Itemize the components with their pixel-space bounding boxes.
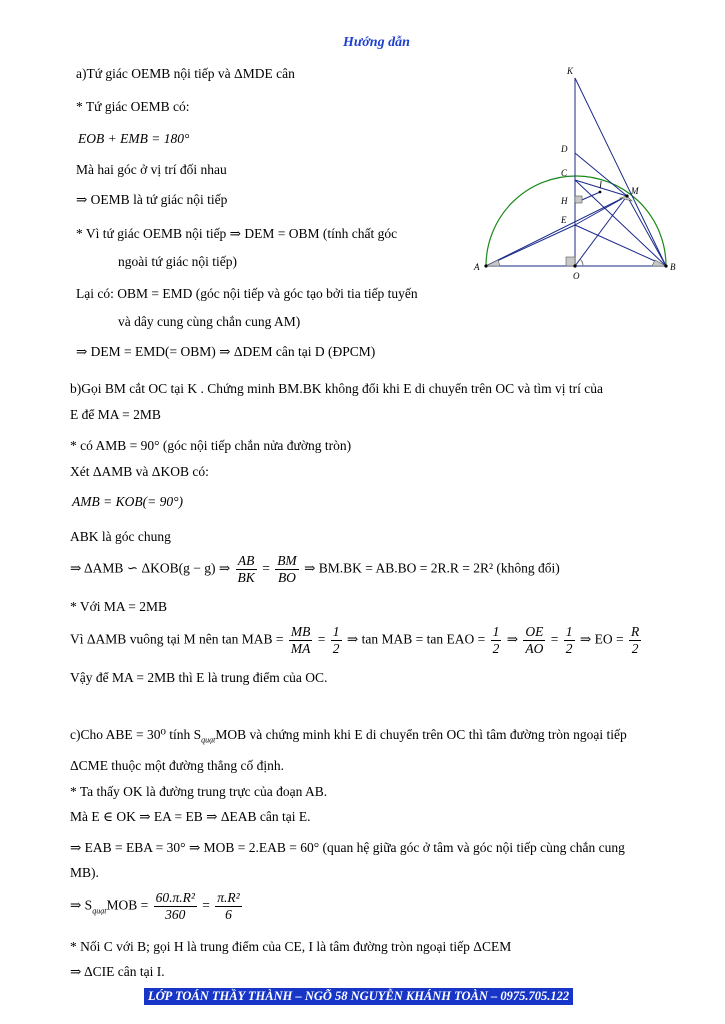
fraction-bm-bo: $\frac{BM}{BO}$ [277, 553, 297, 585]
point-b [664, 264, 667, 267]
part-b-line-7 [70, 553, 560, 586]
part-a-line-7: ngoài tứ giác nội tiếp) [118, 254, 238, 269]
part-a-line-10: ⇒ DEM = EMD(= OBM) ⇒ ΔDEM cân tại D (ĐPCM) [76, 344, 376, 359]
part-c-line-6: MB). [70, 865, 99, 880]
line-om [575, 196, 627, 266]
part-b-line-9-a: Vì ΔAMB vuông tại M nên tan MAB = [70, 631, 284, 647]
label-m: M [631, 186, 639, 196]
line-cb [575, 180, 666, 266]
part-b-line-7-a: ⇒ ΔAMB ∽ ΔKOB(g − g) ⇒ [70, 560, 231, 576]
line-ae [486, 225, 575, 266]
part-b-line-1: b)Gọi BM cắt OC tại K . Chứng minh BM.BK không đổi khi E di chuyển trên OC và tìm vị trí của [70, 381, 604, 396]
part-b-line-10: Vậy để MA = 2MB thì E là trung điểm của OC. [70, 670, 328, 685]
subscript-quat-2: quạt [92, 906, 107, 916]
label-o: O [573, 271, 580, 281]
fraction-pi-r2-6: $\frac{\text{π.R²}}{6}$ [217, 890, 240, 922]
label-b: B [670, 262, 676, 272]
part-b-line-9-c: ⇒ tan MAB = tan EAO = [346, 631, 486, 647]
part-b-line-8: * Với MA = 2MB [70, 599, 168, 614]
part-c-line-7-eq: = [202, 897, 210, 913]
fraction-mb-ma: $\frac{MB}{MA}$ [290, 624, 311, 656]
part-b-line-9-d: ⇒ [506, 631, 519, 647]
part-c-line-2: ΔCME thuộc một đường thẳng cố định. [70, 758, 284, 773]
part-b-line-4: Xét ΔAMB và ΔKOB có: [70, 464, 209, 479]
part-a-line-5: ⇒ OEMB là tứ giác nội tiếp [76, 192, 228, 207]
fraction-one-half-c: $\frac{1}{2}$ [565, 624, 573, 656]
part-c-line-1 [70, 727, 627, 745]
part-c-line-1-b: MOB và chứng minh khi E di chuyển trên OC thì tâm đường tròn ngoại tiếp [215, 727, 627, 742]
point-a [484, 264, 487, 267]
part-a-line-6: * Vì tứ giác OEMB nội tiếp ⇒ DEM = OBM (tính chất góc [76, 226, 398, 241]
fraction-one-half-a: $\frac{1}{2}$ [332, 624, 340, 656]
part-c-line-7-b: MOB = [106, 897, 149, 913]
geometry-figure [470, 60, 685, 285]
part-c-line-7-a: ⇒ S [70, 897, 93, 913]
part-b-line-9-f: ⇒ EO = [579, 631, 624, 647]
fraction-r-2: $\frac{R}{2}$ [630, 624, 640, 656]
label-h: H [561, 196, 568, 206]
part-a-line-1: a)Tứ giác OEMB nội tiếp và ΔMDE cân [76, 66, 295, 81]
part-a-line-2: * Tứ giác OEMB có: [76, 99, 190, 114]
fraction-oe-ao: $\frac{OE}{AO}$ [525, 624, 544, 656]
label-e: E [561, 215, 567, 225]
line-em [575, 196, 627, 225]
label-d: D [561, 144, 568, 154]
right-angle-h [575, 196, 582, 203]
part-c-line-5: ⇒ EAB = EBA = 30° ⇒ MOB = 2.EAB = 60° (quan hệ giữa góc ở tâm và góc nội tiếp cùng chắn cung [70, 840, 625, 855]
angle-mark-a [486, 260, 500, 266]
part-a-line-8: Lại có: OBM = EMD (góc nội tiếp và góc tạo bởi tia tiếp tuyến [76, 286, 418, 301]
label-a: A [474, 262, 480, 272]
part-b-line-5: AMB = KOB(= 90°) [72, 494, 183, 509]
line-eb [575, 225, 666, 266]
page-title: Hướng dẫn [343, 35, 410, 50]
point-m [625, 194, 628, 197]
subscript-quat: quạt [201, 735, 216, 745]
angle-mark-o [580, 259, 583, 266]
label-c: C [561, 168, 568, 178]
part-b-line-9-e: = [550, 631, 559, 647]
line-am [486, 196, 627, 266]
point-o [573, 264, 576, 267]
part-c-line-8: * Nối C với B; gọi H là trung điểm của CE, I là tâm đường tròn ngoại tiếp ΔCEM [70, 939, 512, 954]
line-mb [627, 196, 666, 266]
part-a-line-4: Mà hai góc ở vị trí đối nhau [76, 162, 227, 177]
part-a-line-9: và dây cung cùng chắn cung AM) [118, 314, 301, 329]
part-b-line-9-b: = [317, 631, 326, 647]
footer-banner: LỚP TOÁN THẦY THÀNH – NGÕ 58 NGUYỄN KHÁNH TOÀN – 0975.705.122 [144, 988, 573, 1005]
part-c-line-3: * Ta thấy OK là đường trung trực của đoạn AB. [70, 784, 328, 799]
label-k: K [567, 66, 574, 76]
part-b-line-6: ABK là góc chung [70, 529, 171, 544]
part-c-line-7 [70, 890, 244, 923]
fraction-sector-area: $\frac{\text{60.π.R²}}{360}$ [155, 890, 195, 922]
part-a-line-3: EOB + EMB = 180° [78, 131, 190, 146]
fraction-ab-bk: $\frac{AB}{BK}$ [237, 553, 255, 585]
label-i: I [599, 180, 602, 190]
part-c-line-1-a: c)Cho ABE = 30⁰ tính S [70, 727, 202, 742]
part-c-line-9: ⇒ ΔCIE cân tại I. [70, 964, 165, 979]
part-b-line-7-eq: = [262, 560, 270, 576]
point-i [599, 191, 602, 194]
part-b-line-3: * có AMB = 90° (góc nội tiếp chắn nửa đường tròn) [70, 438, 352, 453]
part-b-line-7-b: ⇒ BM.BK = AB.BO = 2R.R = 2R² (không đổi) [304, 560, 560, 576]
line-bk [575, 78, 666, 266]
fraction-one-half-b: $\frac{1}{2}$ [492, 624, 500, 656]
part-b-line-2: E để MA = 2MB [70, 407, 161, 422]
part-c-line-4: Mà E ∈ OK ⇒ EA = EB ⇒ ΔEAB cân tại E. [70, 809, 311, 824]
part-b-line-9 [70, 624, 643, 657]
right-angle-o [566, 257, 575, 266]
